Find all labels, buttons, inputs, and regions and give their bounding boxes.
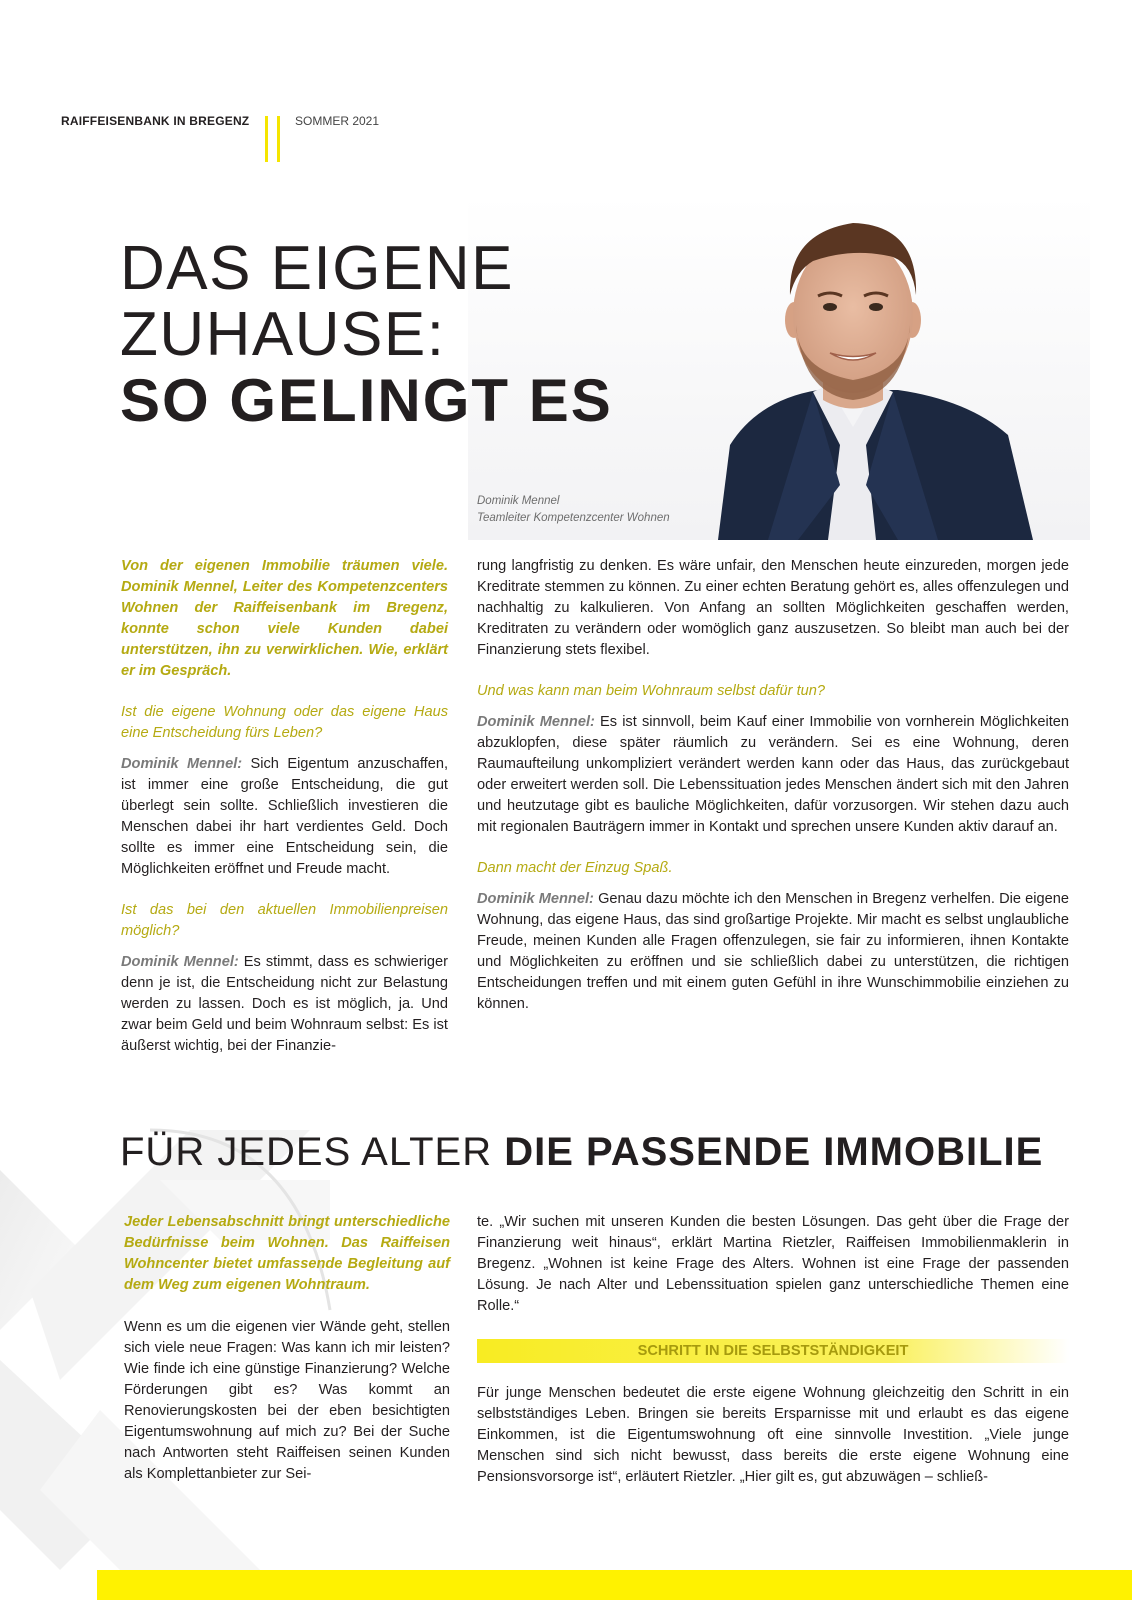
subheading-box: SCHRITT IN DIE SELBSTSTÄNDIGKEIT — [477, 1339, 1069, 1363]
speaker-name: Dominik Mennel: — [477, 714, 595, 730]
answer-text: Genau dazu möchte ich den Menschen in Bregenz verhelfen. Die eigene Wohnung, das eigene Haus, das sind großartige Projekte. Mir macht es selbst unglaubliche Freude, meinen Kunden alle Fragen offenzulegen, sie fair zu informieren, ihnen Kontakte und Möglichkeiten zu eröffnen und sie schließlich dabei zu unterstützen, die richtigen Entscheidungen treffen und mit einem guten Gefühl in ihre Wunschimmobilie einziehen zu können. — [477, 891, 1069, 1012]
section-heading — [120, 1130, 1043, 1175]
issue-date: SOMMER 2021 — [295, 114, 380, 128]
speaker-name: Dominik Mennel: — [121, 954, 239, 970]
article-lead: Von der eigenen Immobilie träumen viele. Dominik Mennel, Leiter des Kompetenzcenters Wohnen der Raiffeisenbank im Bregenz, konnte schon viele Kunden dabei unterstützen, ihn zu verwirklichen. Wie, erklärt er im Gespräch. — [121, 558, 448, 679]
article2-paragraph: Wenn es um die eigenen vier Wände geht, stellen sich viele neue Fragen: Was kann ich mir leisten? Wie finde ich eine günstige Finanzierung? Welche Förderungen gibt es? Was kommt an Renovierungskosten bei der eben besichtigten Eigentumswohnung auf mich zu? Bei der Suche nach Antworten steht Raiffeisen seinen Kunden als Komplettanbieter zur Sei- — [124, 1319, 450, 1482]
interview-question: Und was kann man beim Wohnraum selbst dafür tun? — [477, 683, 825, 699]
caption-role: Teamleiter Kompetenzcenter Wohnen — [477, 512, 670, 524]
speaker-name: Dominik Mennel: — [121, 756, 243, 772]
article-title-bold-line: SO GELINGT ES — [120, 367, 613, 434]
answer-text: Es ist sinnvoll, beim Kauf einer Immobilie von vornherein Möglichkeiten abzuklopfen, diese später räumlich zu verändern. Sei es eine Wohnung, deren Raumaufteilung unkompliziert verändert werden kann oder das Haus, das zurückgebaut oder erweitert werden soll. Die Lebenssituation jedes Menschen ändert sich mit den Jahren und heutzutage gibt es bauliche Möglichkeiten, dafür vorzusorgen. Wir stehen dazu auch mit regionalen Bauträgern immer in Kontakt und sprechen unsere Kunden aktiv darauf an. — [477, 714, 1069, 835]
interview-answer — [121, 754, 448, 880]
interview-question: Dann macht der Einzug Spaß. — [477, 860, 673, 876]
header-divider-bar — [265, 116, 268, 162]
publication-name: RAIFFEISENBANK IN BREGENZ — [61, 114, 250, 128]
answer-text: Sich Eigentum anzuschaffen, ist immer eine große Entscheidung, die gut überlegt sein sollte. Schließlich investieren die Menschen dabei ihr hart verdientes Geld. Doch sollte es immer eine Entscheidung sein, die Möglichkeiten eröffnet und Freude macht. — [121, 756, 449, 877]
article2-paragraph: Für junge Menschen bedeutet die erste eigene Wohnung gleichzeitig den Schritt in ein selbstständiges Leben. Bringen sie bereits Ersparnisse mit und erlaubt es das eigene Einkommen, ist die Eigentumswohnung oft eine sinnvolle Investition. „Viele junge Menschen sind sich nicht bewusst, dass bereits die erste eigene Wohnung eine Pensionsvorsorge ist“, erläutert Rietzler. „Hier gilt es, gut abzuwägen – schließ- — [477, 1385, 1069, 1485]
article-title-line: ZUHAUSE: — [120, 300, 446, 369]
article1-right-column — [477, 556, 1069, 1015]
interview-question: Ist die eigene Wohnung oder das eigene Haus eine Entscheidung fürs Leben? — [121, 704, 448, 741]
article2-right-column — [477, 1212, 1069, 1488]
article-title-line: DAS EIGENE — [120, 234, 514, 303]
footer-accent-bar — [97, 1570, 1132, 1600]
header-divider-bar — [277, 116, 280, 162]
article-title — [120, 236, 613, 434]
article2-paragraph-continued: te. „Wir suchen mit unseren Kunden die besten Lösungen. Das geht über die Frage der Finanzierung weit hinaus“, erklärt Martina Rietzler, Raiffeisen Immobilienmaklerin in Bregenz. „Wohnen ist keine Frage des Alters. Wohnen ist eine Frage der passenden Lösung. Je nach Alter und Lebenssituation spielen ganz unterschiedliche Themen eine Rolle.“ — [477, 1214, 1069, 1314]
article2-lead: Jeder Lebensabschnitt bringt unterschiedliche Bedürfnisse beim Wohnen. Das Raiffeisen Wohncenter bietet umfassende Begleitung auf dem Weg zum eigenen Wohntraum. — [124, 1214, 450, 1293]
article2-left-column — [124, 1212, 450, 1485]
interview-answer — [477, 712, 1069, 838]
interview-answer-continued: rung langfristig zu denken. Es wäre unfair, den Menschen heute einzureden, morgen jede Kreditrate stemmen zu können. Zu einer echten Beratung gehört es, alles offenzulegen und nachhaltig zu kalkulieren. Von Anfang an sollten Möglichkeiten geschaffen werden, Kreditraten zu verändern oder womöglich ganz auszusetzen. So bleibt man auch bei der Finanzierung stets flexibel. — [477, 558, 1069, 658]
interview-answer — [121, 952, 448, 1055]
answer-text: Es stimmt, dass es schwieriger denn je ist, die Entscheidung nicht zur Belastung werden zu lassen. Doch es ist möglich, ja. Und zwar beim Geld und beim Wohnraum selbst: Es ist äußerst wichtig, bei der Finanzie- — [121, 954, 448, 1054]
speaker-name: Dominik Mennel: — [477, 891, 594, 907]
caption-name: Dominik Mennel — [477, 495, 560, 507]
interview-answer — [477, 889, 1069, 1015]
article1-left-column — [121, 556, 448, 1055]
photo-caption — [477, 493, 670, 527]
section-heading-light: FÜR JEDES ALTER — [120, 1130, 505, 1174]
section-heading-bold: DIE PASSENDE IMMOBILIE — [504, 1130, 1044, 1174]
interview-question: Ist das bei den aktuellen Immobilienpreisen möglich? — [121, 902, 448, 939]
